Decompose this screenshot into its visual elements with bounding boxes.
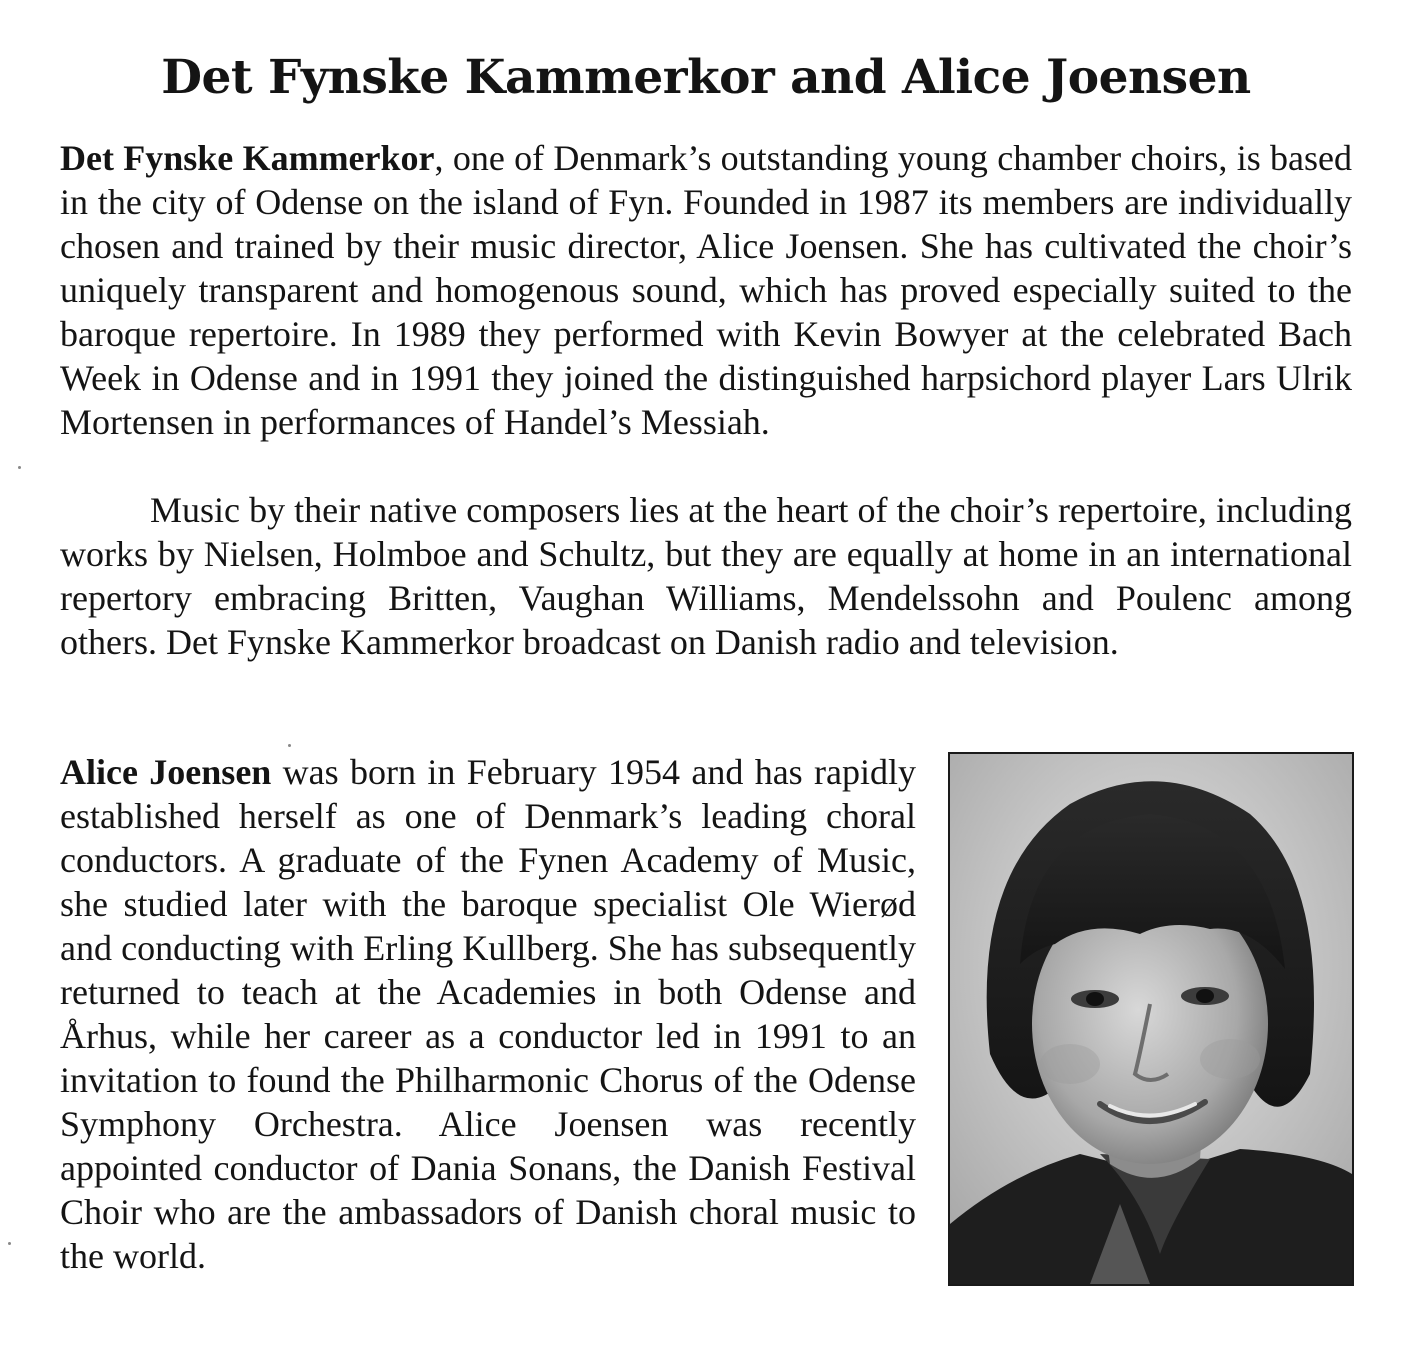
conductor-biography-paragraph (60, 750, 916, 1278)
portrait-illustration (950, 754, 1352, 1284)
scan-speck (288, 744, 291, 747)
scan-speck (8, 1242, 11, 1245)
conductor-portrait-photo (948, 752, 1354, 1286)
page-title: Det Fynske Kammerkor and Alice Joensen (161, 50, 1251, 105)
scan-speck (18, 466, 21, 469)
choir-biography-paragraph (60, 136, 1352, 444)
choir-biography-text: , one of Denmark’s outstanding young chamber choirs, is based in the city of Odense on the island of Fyn. Founded in 1987 its members are individually chosen and trained by their music director, Alice Joensen. She has cultivated the choir’s uniquely transparent and homogenous sound, which has proved especially suited to the baroque repertoire. In 1989 they performed with Kevin Bowyer at the celebrated Bach Week in Odense and in 1991 they joined the distinguished harpsichord player Lars Ulrik Mortensen in performances of Handel’s Messiah. (60, 138, 1352, 442)
conductor-biography-text: was born in February 1954 and has rapidly established herself as one of Denmark’s leading choral conductors. A graduate of the Fynen Academy of Music, she studied later with the baroque specialist Ole Wierød and conducting with Erling Kullberg. She has subsequently returned to teach at the Academies in both Odense and Århus, while her career as a conductor led in 1991 to an invitation to found the Philharmonic Chorus of the Odense Symphony Orchestra. Alice Joensen was recently appointed conductor of Dania Sonans, the Danish Festival Choir who are the ambassadors of Danish choral music to the world. (60, 752, 917, 1276)
choir-repertoire-paragraph (60, 488, 1352, 664)
choir-name-lead: Det Fynske Kammerkor (60, 138, 435, 178)
conductor-name-lead: Alice Joensen (60, 752, 272, 792)
choir-repertoire-text: Music by their native composers lies at the heart of the choir’s repertoire, including works by Nielsen, Holmboe and Schultz, but they are equally at home in an international repertory embracing Britten, Vaughan Williams, Mendelssohn and Poulenc among others. Det Fynske Kammerkor broadcast on Danish radio and television. (60, 490, 1352, 662)
